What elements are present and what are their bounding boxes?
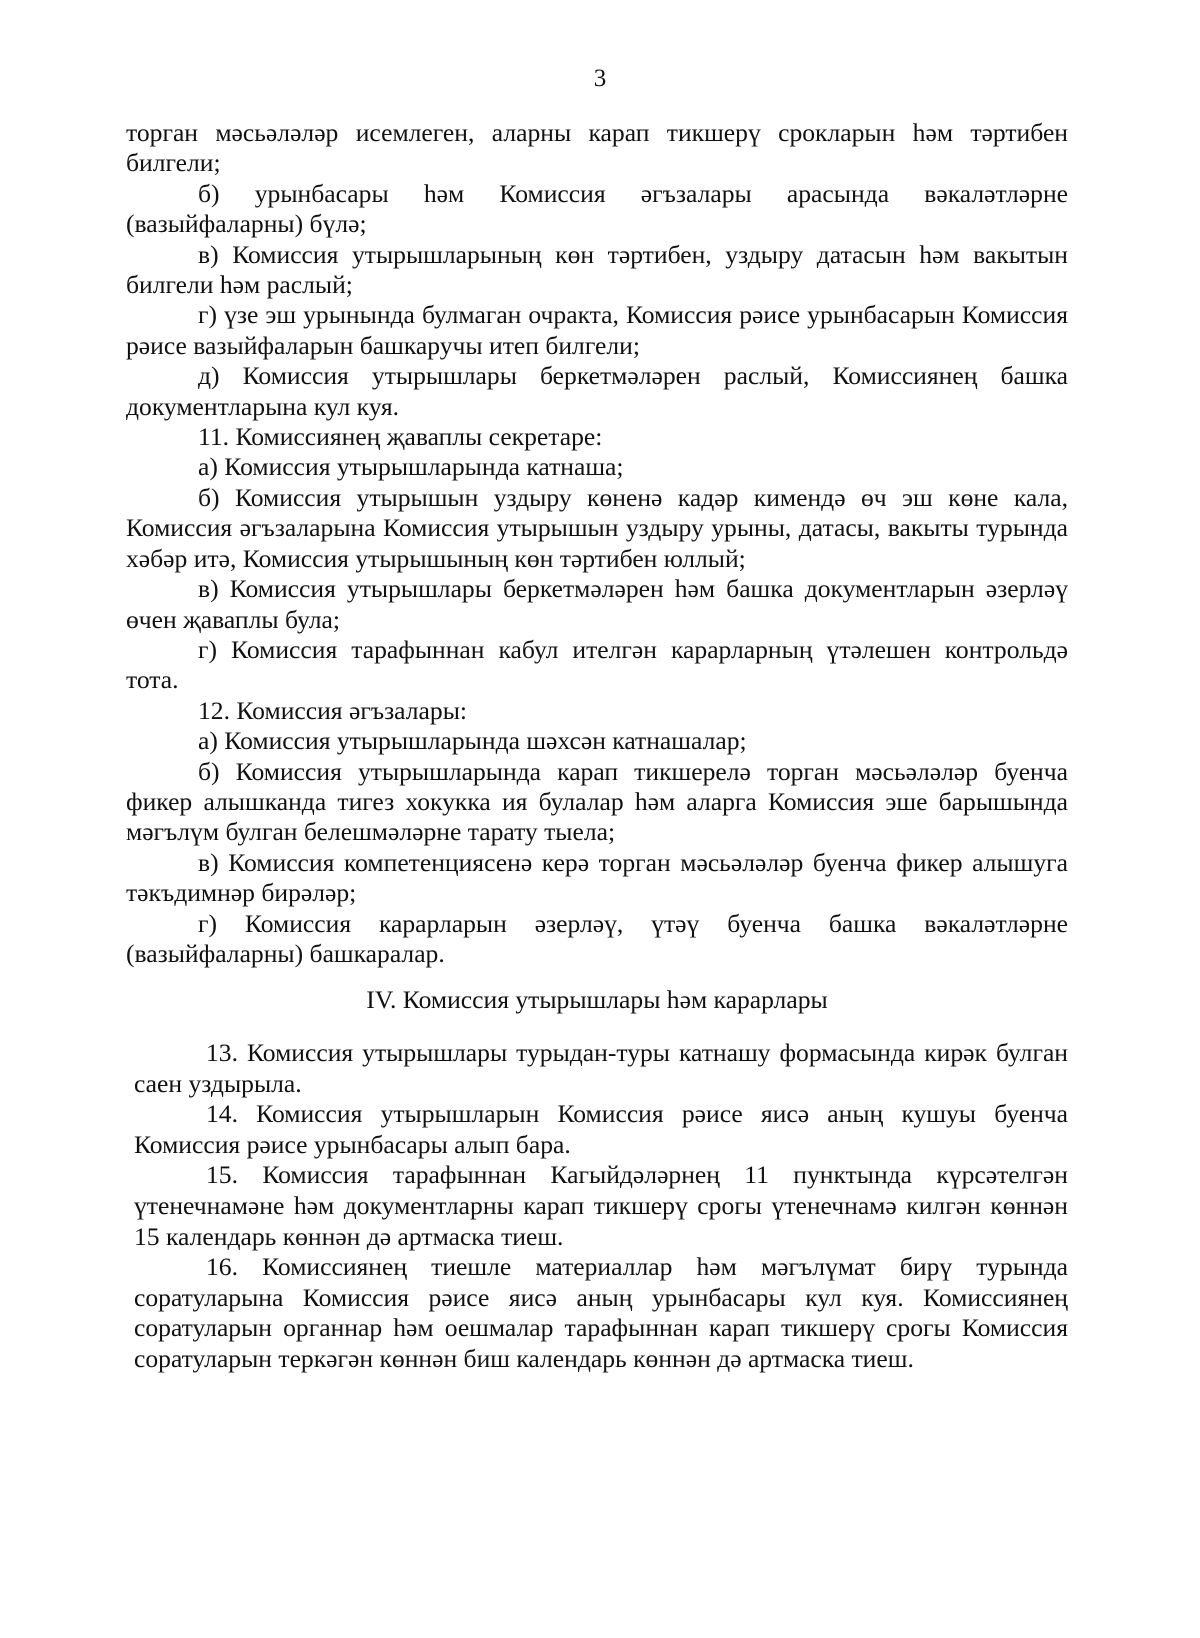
paragraph: д) Комиссия утырышлары беркетмәләрен раслый, Комиссиянең башка документларына кул куя.	[126, 361, 1068, 421]
paragraph: в) Комиссия утырышларының көн тәртибен, уздыру датасын һәм вакытын билгели һәм раслый;	[126, 239, 1068, 300]
paragraph: г) үзе эш урынында булмаган очракта, Комиссия рәисе урынбасарын Комиссия рәисе вазыйфаларын башкаручы итеп билгели;	[126, 300, 1068, 360]
section-heading: IV. Комиссия утырышлары һәм карарлары	[366, 985, 828, 1014]
paragraph: 12. Комиссия әгъзалары:	[198, 695, 467, 725]
paragraph: 16. Комиссиянең тиешле материаллар һәм мәгълүмат бирү турында соратуларына Комиссия рәисе яисә аның урынбасары кул куя. Комиссиянең соратуларын органнар һәм оешмалар тарафыннан карап тикшерү срогы Комиссия соратуларын теркәгән көннән биш календарь көннән дә артмаска тиеш.	[134, 1252, 1068, 1373]
paragraph: 15. Комиссия тарафыннан Кагыйдәләрнең 11 пунктында күрсәтелгән үтенечнамәне һәм документларны карап тикшерү срогы үтенечнамә килгән көннән 15 календарь көннән дә артмаска тиеш.	[134, 1160, 1068, 1251]
paragraph: в) Комиссия компетенциясенә керә торган мәсьәләләр буенча фикер алышуга тәкъдимнәр бирәләр;	[126, 847, 1068, 908]
paragraph: б) урынбасары һәм Комиссия әгъзалары арасында вәкаләтләрне (вазыйфаларны) бүлә;	[126, 178, 1068, 239]
document-body	[126, 118, 1068, 1373]
paragraph: б) Комиссия утырышын уздыру көненә кадәр кимендә өч эш көне кала, Комиссия әгъзаларына Комиссия утырышын уздыру урыны, датасы, вакыты турында хәбәр итә, Комиссия утырышының көн тәртибен юллый;	[126, 482, 1068, 573]
section-1	[126, 118, 1068, 969]
paragraph: 14. Комиссия утырышларын Комиссия рәисе яисә аның кушуы буенча Комиссия рәисе урынбасары алып бара.	[134, 1099, 1068, 1159]
paragraph: а) Комиссия утырышларында катнаша;	[198, 452, 624, 482]
paragraph: в) Комиссия утырышлары беркетмәләрен һәм башка документларын әзерләү өчен җаваплы була;	[126, 574, 1068, 634]
paragraph: г) Комиссия тарафыннан кабул ителгән карарларның үтәлешен контрольдә тота.	[126, 634, 1068, 695]
paragraph: 11. Комиссиянең җаваплы секретаре:	[198, 422, 603, 452]
paragraph: а) Комиссия утырышларында шәхсән катнашалар;	[198, 726, 747, 756]
paragraph: г) Комиссия карарларын әзерләү, үтәү буенча башка вәкаләтләрне (вазыйфаларны) башкаралар.	[126, 908, 1068, 968]
paragraph: торган мәсьәләләр исемлеген, аларны карап тикшерү срокларын һәм тәртибен билгели;	[126, 118, 1068, 178]
paragraph: 13. Комиссия утырышлары турыдан-туры катнашу формасында кирәк булган саен уздырыла.	[134, 1038, 1068, 1098]
page-number: 3	[593, 65, 607, 92]
paragraph: б) Комиссия утырышларында карап тикшерелә торган мәсьәләләр буенча фикер алышканда тигез хокукка ия булалар һәм аларга Комиссия эше барышында мәгълүм булган белешмәләрне тарату тыела;	[126, 756, 1068, 847]
section-2	[134, 1038, 1068, 1375]
